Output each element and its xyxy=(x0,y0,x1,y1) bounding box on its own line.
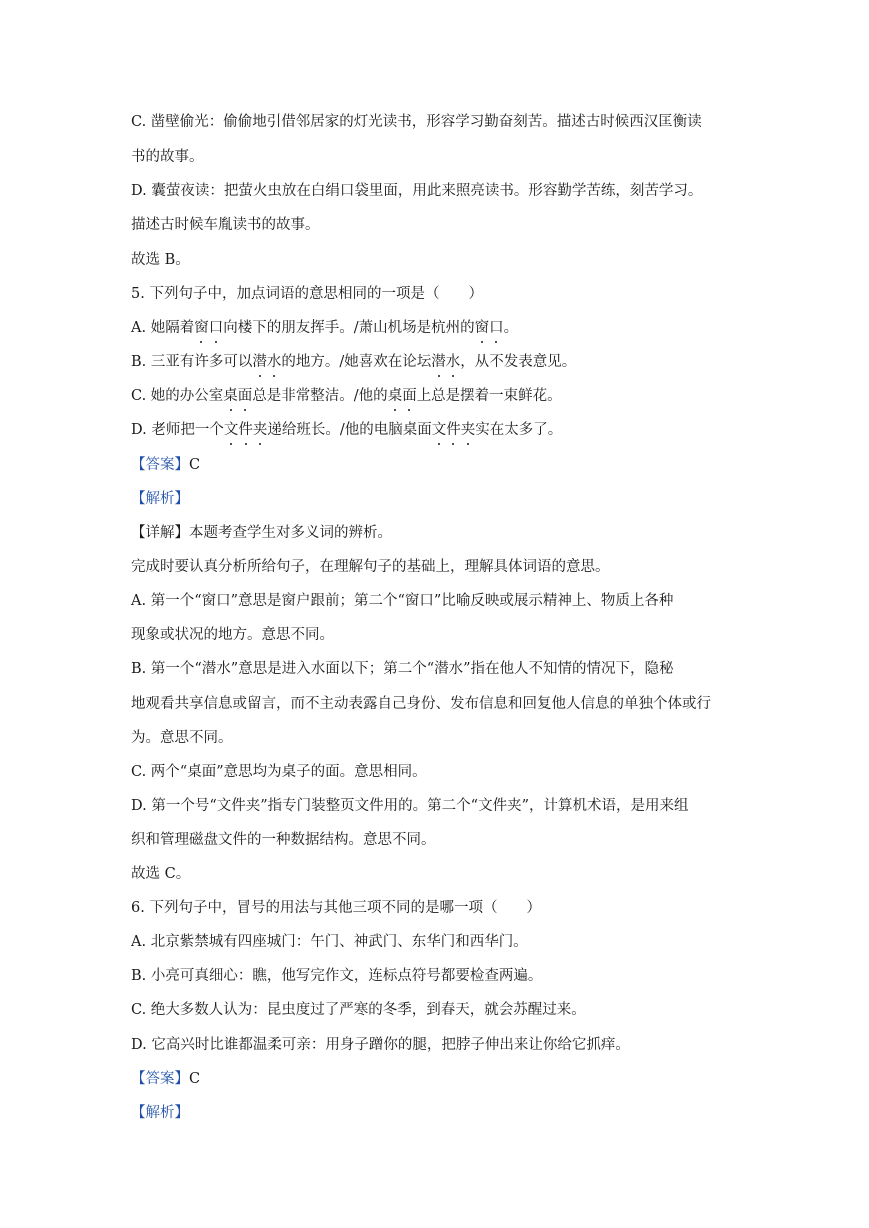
emphasis-dot-char: 面 xyxy=(237,388,253,404)
q5-explain-d-line1: D. 第一个号“文件夹”指专门装整页文件用的。第二个“文件夹”，计算机术语，是用来组 xyxy=(131,798,689,814)
q5-d-before: D. 老师把一个 xyxy=(131,422,224,438)
q5-answer xyxy=(131,455,751,475)
q5-c-dotted-word-1 xyxy=(223,388,252,404)
q5-a-after: 。 xyxy=(503,320,519,336)
q5-option-d xyxy=(131,420,751,440)
q6-analysis-tag xyxy=(131,1103,751,1123)
q5-detail-tag: 【详解】 xyxy=(131,525,189,541)
q5-c-mid: 总是非常整洁。/他的 xyxy=(252,388,388,404)
emphasis-dot-char: 潜 xyxy=(431,354,446,370)
q4-option-d-line1: D. 囊萤夜读：把萤火虫放在白绢口袋里面，用此来照亮读书。形容勤学苦练，刻苦学习。 xyxy=(131,183,703,199)
q5-detail-text: 本题考查学生对多义词的辨析。 xyxy=(189,525,392,541)
q5-explain-a-line1: A. 第一个“窗口”意思是窗户跟前；第二个“窗口”比喻反映或展示精神上、物质上各种 xyxy=(131,593,674,609)
emphasis-dot-char: 水 xyxy=(266,354,282,370)
q6-answer-value: C xyxy=(189,1071,201,1087)
emphasis-dot-char: 水 xyxy=(445,354,461,370)
q4-option-c-line1: C. 凿壁偷光：偷偷地引借邻居家的灯光读书，形容学习勤奋刻苦。描述古时候西汉匡衡读 xyxy=(131,114,702,130)
emphasis-dot-char: 件 xyxy=(446,422,461,438)
q5-explain-d-line2: 织和管理磁盘文件的一种数据结构。意思不同。 xyxy=(131,832,436,848)
q4-choice: 故选 B。 xyxy=(131,252,190,268)
q6-answer-tag: 【答案】 xyxy=(131,1071,189,1087)
q5-b-after: ，从不发表意见。 xyxy=(460,354,577,370)
q5-a-before: A. 她隔着 xyxy=(131,320,195,336)
emphasis-dot-char: 文 xyxy=(223,422,239,438)
emphasis-dot-char: 件 xyxy=(238,422,253,438)
q5-d-after: 实在太多了。 xyxy=(475,422,563,438)
q5-b-mid: 的地方。/她喜欢在论坛 xyxy=(281,354,432,370)
q6-answer xyxy=(131,1069,751,1089)
q5-analysis-tag xyxy=(131,489,751,509)
q6-option-c: C. 绝大多数人认为：昆虫度过了严寒的冬季，到春天，就会苏醒过来。 xyxy=(131,1002,586,1018)
q5-detail xyxy=(131,523,751,543)
q5-c-before: C. 她的办公室 xyxy=(131,388,224,404)
q5-option-b xyxy=(131,352,751,372)
q5-option-a xyxy=(131,318,751,338)
q5-d-dotted-word-2 xyxy=(432,422,476,438)
q5-d-mid: 递给班长。/他的电脑桌面 xyxy=(267,422,432,438)
q5-c-after: 上总是摆着一束鲜花。 xyxy=(416,388,562,404)
q5-b-dotted-word-2 xyxy=(431,354,460,370)
q4-option-d-line2: 描述古时候车胤读书的故事。 xyxy=(131,217,320,233)
emphasis-dot-char: 面 xyxy=(402,388,417,404)
q5-explain-b-line3: 为。意思不同。 xyxy=(131,730,233,746)
q6-analysis-tag-text: 【解析】 xyxy=(131,1105,189,1121)
q5-stem: 5. 下列句子中，加点词语的意思相同的一项是（ ） xyxy=(131,286,483,302)
emphasis-dot-char: 文 xyxy=(431,422,447,438)
q5-answer-value: C xyxy=(189,457,201,473)
q5-explain-c-line1: C. 两个“桌面”意思均为桌子的面。意思相同。 xyxy=(131,764,427,780)
q5-answer-tag: 【答案】 xyxy=(131,457,189,473)
emphasis-dot-char: 窗 xyxy=(194,320,209,336)
emphasis-dot-char: 夹 xyxy=(460,422,476,438)
emphasis-dot-char: 夹 xyxy=(252,422,268,438)
q5-choice: 故选 C。 xyxy=(131,866,191,882)
q5-a-mid: 向楼下的朋友挥手。/萧山机场是杭州的 xyxy=(223,320,475,336)
q5-option-c xyxy=(131,386,751,406)
q5-a-dotted-word-1 xyxy=(194,320,223,336)
q5-analysis-tag-text: 【解析】 xyxy=(131,491,189,507)
q4-option-c-line2: 书的故事。 xyxy=(131,149,204,165)
q5-d-dotted-word-1 xyxy=(224,422,268,438)
q5-explain-intro: 完成时要认真分析所给句子，在理解句子的基础上，理解具体词语的意思。 xyxy=(131,559,610,575)
q5-explain-a-line2: 现象或状况的地方。意思不同。 xyxy=(131,627,334,643)
q5-explain-b-line2: 地观看共享信息或留言，而不主动表露自己身份、发布信息和回复他人信息的单独个体或行 xyxy=(131,696,711,712)
emphasis-dot-char: 桌 xyxy=(387,388,403,404)
q6-option-a: A. 北京紫禁城有四座城门：午门、神武门、东华门和西华门。 xyxy=(131,934,528,950)
emphasis-dot-char: 口 xyxy=(489,320,504,336)
q6-option-b: B. 小亮可真细心：瞧，他写完作文，连标点符号都要检查两遍。 xyxy=(131,968,543,984)
emphasis-dot-char: 口 xyxy=(208,320,224,336)
q5-a-dotted-word-2 xyxy=(475,320,504,336)
q5-b-before: B. 三亚有许多可以 xyxy=(131,354,253,370)
q5-explain-b-line1: B. 第一个“潜水”意思是进入水面以下；第二个“潜水”指在他人不知情的情况下，隐秘 xyxy=(131,661,674,677)
emphasis-dot-char: 桌 xyxy=(223,388,238,404)
q5-b-dotted-word-1 xyxy=(252,354,281,370)
emphasis-dot-char: 潜 xyxy=(252,354,267,370)
q5-c-dotted-word-2 xyxy=(388,388,417,404)
q6-stem: 6. 下列句子中，冒号的用法与其他三项不同的是哪一项（ ） xyxy=(131,900,541,916)
emphasis-dot-char: 窗 xyxy=(474,320,490,336)
q6-option-d: D. 它高兴时比谁都温柔可亲：用身子蹭你的腿，把脖子伸出来让你给它抓痒。 xyxy=(131,1037,630,1053)
